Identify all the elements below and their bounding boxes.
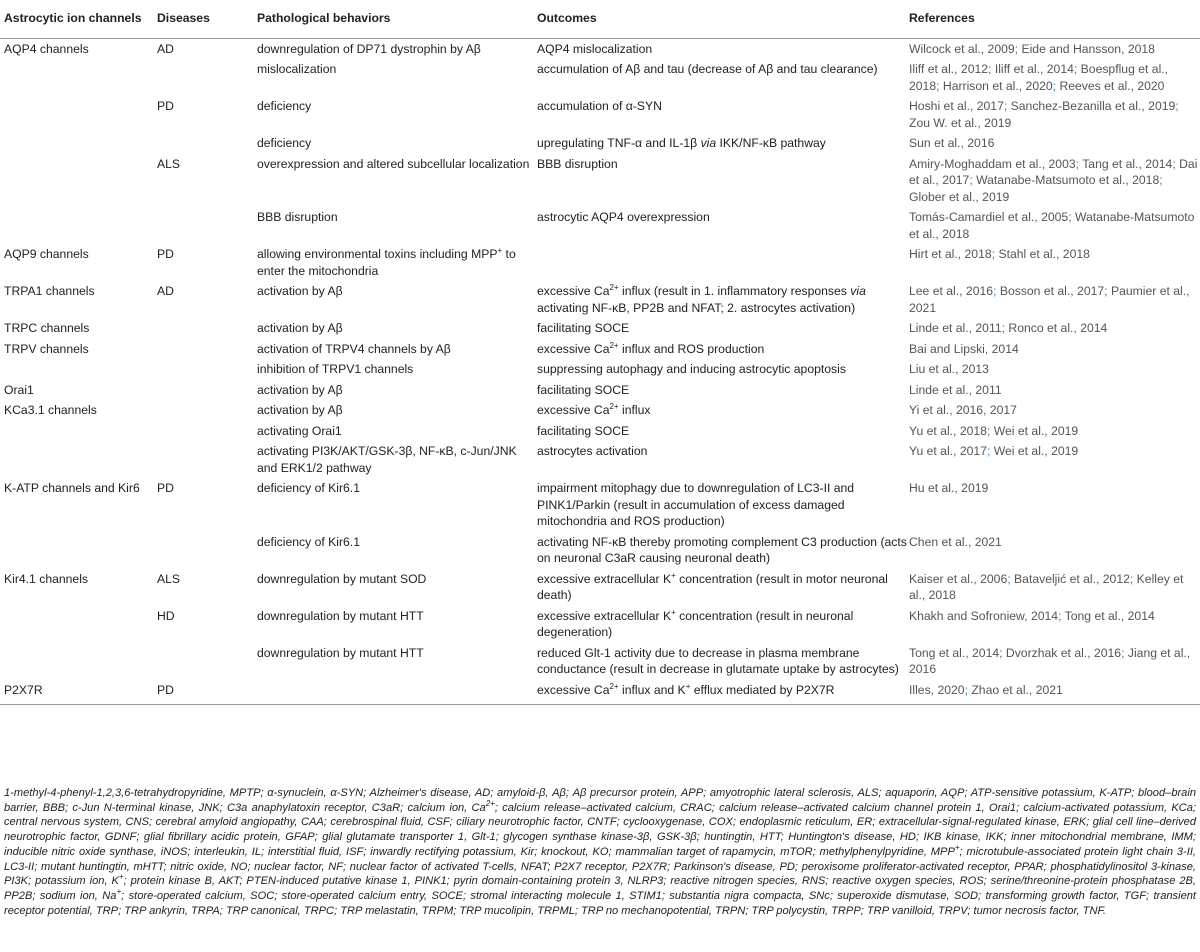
cell-ion-channel bbox=[0, 643, 157, 680]
cell-disease bbox=[157, 339, 257, 360]
cell-outcome: astrocytic AQP4 overexpression bbox=[537, 210, 710, 224]
cell-pathological-behavior: inhibition of TRPV1 channels bbox=[257, 362, 414, 376]
cell-references bbox=[909, 318, 1200, 339]
cell-pathological-behavior: mislocalization bbox=[257, 62, 337, 76]
reference-link[interactable]: Tong et al., 2014 bbox=[909, 645, 1000, 660]
cell-outcome: excessive $Ca^{2+}$ influx bbox=[537, 402, 651, 417]
cell-outcome: AQP4 mislocalization bbox=[537, 41, 653, 56]
cell-pathological-behavior: BBB disruption bbox=[257, 210, 338, 224]
table-row bbox=[0, 643, 1200, 680]
reference-link[interactable]: Wilcock et al., 2009 bbox=[909, 41, 1015, 56]
cell-ion-channel: TRPA1 channels bbox=[4, 284, 95, 298]
cell-outcome: BBB disruption bbox=[537, 156, 618, 171]
reference-link[interactable]: Sanchez-Bezanilla et al., 2019 bbox=[1010, 99, 1176, 113]
reference-separator: ; bbox=[1014, 41, 1022, 56]
cell-ion-channel: TRPC channels bbox=[4, 321, 90, 335]
cell-references bbox=[909, 606, 1200, 643]
cell-references bbox=[909, 244, 1200, 281]
cell-disease: PD bbox=[157, 99, 174, 113]
table-row bbox=[0, 421, 1200, 442]
reference-separator: ; bbox=[1052, 78, 1060, 93]
cell-disease: HD bbox=[157, 608, 175, 623]
table-row bbox=[0, 606, 1200, 643]
cell-disease: PD bbox=[157, 680, 257, 705]
cell-references bbox=[909, 133, 1200, 154]
reference-link[interactable]: Sun et al., 2016 bbox=[909, 136, 995, 150]
reference-link[interactable]: Tomás-Camardiel et al., 2005 bbox=[909, 210, 1069, 224]
cell-pathological-behavior: downregulation by mutant HTT bbox=[257, 645, 424, 660]
cell-references bbox=[909, 154, 1200, 208]
cell-pathological-behavior: activating PI3K/AKT/GSK-3β, NF-κB, c-Jun/JNK and ERK1/2 pathway bbox=[257, 444, 517, 475]
reference-link[interactable]: Zhao et al., 2021 bbox=[971, 682, 1063, 697]
reference-link[interactable]: Hoshi et al., 2017 bbox=[909, 99, 1004, 113]
cell-outcome: excessive $Ca^{2+}$ influx and ROS production bbox=[537, 340, 765, 356]
reference-separator: ; bbox=[1003, 99, 1011, 113]
cell-ion-channel bbox=[0, 421, 157, 442]
table-header bbox=[0, 0, 1200, 38]
table-row bbox=[0, 207, 1200, 244]
table-row bbox=[0, 96, 1200, 133]
reference-link[interactable]: Linde et al., 2011 bbox=[909, 321, 1002, 335]
cell-disease bbox=[157, 421, 257, 442]
reference-separator: ; bbox=[1172, 156, 1180, 171]
table-row bbox=[0, 532, 1200, 569]
reference-separator: ; bbox=[1175, 99, 1179, 113]
header-outcomes: Outcomes bbox=[537, 0, 909, 38]
cell-ion-channel: AQP9 channels bbox=[4, 247, 89, 261]
reference-link[interactable]: Eide and Hansson, 2018 bbox=[1021, 41, 1155, 56]
cell-disease bbox=[157, 59, 257, 96]
reference-link[interactable]: Tang et al., 2014 bbox=[1082, 156, 1173, 171]
cell-ion-channel bbox=[0, 606, 157, 643]
reference-separator: ; bbox=[988, 62, 995, 76]
header-astrocytic-ion-channels: Astrocytic ion channels bbox=[0, 0, 157, 38]
reference-link[interactable]: Dai et al., 2017 bbox=[909, 156, 1198, 187]
table-row bbox=[0, 244, 1200, 281]
reference-separator: ; bbox=[1068, 210, 1075, 224]
reference-link[interactable]: Khakh and Sofroniew, 2014 bbox=[909, 608, 1059, 623]
reference-link[interactable]: Jiang et al., 2016 bbox=[909, 645, 1191, 676]
reference-separator: ; bbox=[1073, 62, 1081, 76]
reference-separator: ; bbox=[1007, 571, 1015, 586]
reference-link[interactable]: Illes, 2020 bbox=[909, 682, 965, 697]
reference-link[interactable]: Yu et al., 2017 bbox=[909, 444, 987, 458]
cell-ion-channel bbox=[0, 59, 157, 96]
cell-disease bbox=[157, 380, 257, 401]
cell-outcome: suppressing autophagy and inducing astrocytic apoptosis bbox=[537, 362, 846, 376]
cell-outcome: reduced Glt-1 activity due to decrease in plasma membrane conductance (result in decrease in glutamate uptake by astrocytes) bbox=[537, 645, 899, 676]
reference-separator: ; bbox=[1075, 156, 1083, 171]
cell-ion-channel: K-ATP channels and Kir6 bbox=[4, 481, 140, 495]
cell-outcome: accumulation of Aβ and tau (decrease of Aβ and tau clearance) bbox=[537, 62, 878, 76]
reference-link[interactable]: Tong et al., 2014 bbox=[1064, 608, 1155, 623]
cell-references bbox=[909, 281, 1200, 318]
reference-link[interactable]: Reeves et al., 2020 bbox=[1059, 78, 1165, 93]
cell-pathological-behavior: allowing environmental toxins including MPP+ to enter the mitochondria bbox=[257, 246, 516, 278]
cell-disease bbox=[157, 318, 257, 339]
cell-disease bbox=[157, 400, 257, 421]
reference-link[interactable]: Linde et al., 2011 bbox=[909, 382, 1002, 397]
cell-references bbox=[909, 680, 1200, 705]
reference-link[interactable]: Lee et al., 2016 bbox=[909, 284, 994, 298]
cell-references bbox=[909, 421, 1200, 442]
cell-disease: AD bbox=[157, 284, 174, 298]
table-row bbox=[0, 59, 1200, 96]
cell-ion-channel: Orai1 bbox=[4, 382, 34, 397]
cell-pathological-behavior: deficiency of Kir6.1 bbox=[257, 481, 360, 495]
cell-outcome: facilitating SOCE bbox=[537, 423, 630, 438]
reference-link[interactable]: Bai and Lipski, 2014 bbox=[909, 341, 1019, 356]
cell-references bbox=[909, 96, 1200, 133]
cell-outcome: impairment mitophagy due to downregulation of LC3-II and PINK1/Parkin (result in accumulation of excess damaged mitochondria and ROS production) bbox=[537, 481, 855, 528]
reference-separator: ; bbox=[1104, 284, 1111, 298]
table-row bbox=[0, 339, 1200, 360]
reference-link[interactable]: Paumier et al., 2021 bbox=[909, 284, 1190, 315]
cell-pathological-behavior: activation of TRPV4 channels by Aβ bbox=[257, 341, 451, 356]
cell-ion-channel: AQP4 channels bbox=[4, 41, 89, 56]
header-diseases: Diseases bbox=[157, 0, 257, 38]
table-row bbox=[0, 359, 1200, 380]
cell-ion-channel bbox=[0, 96, 157, 133]
reference-separator: ; bbox=[1001, 321, 1009, 335]
reference-separator: ; bbox=[969, 173, 977, 187]
reference-link[interactable]: Iliff et al., 2012 bbox=[909, 62, 989, 76]
table-row bbox=[0, 478, 1200, 532]
cell-references bbox=[909, 38, 1200, 59]
reference-separator: ; bbox=[999, 645, 1006, 660]
reference-separator: ; bbox=[1058, 608, 1065, 623]
cell-ion-channel: KCa3.1 channels bbox=[4, 403, 97, 417]
cell-outcome: astrocytes activation bbox=[537, 444, 648, 458]
reference-link[interactable]: Bataveljić et al., 2012 bbox=[1014, 571, 1130, 586]
reference-separator: ; bbox=[936, 78, 943, 93]
cell-disease: PD bbox=[157, 247, 174, 261]
cell-disease bbox=[157, 133, 257, 154]
reference-link[interactable]: Iliff et al., 2014 bbox=[994, 62, 1074, 76]
cell-references bbox=[909, 59, 1200, 96]
cell-ion-channel: P2X7R bbox=[0, 680, 157, 705]
cell-pathological-behavior: deficiency bbox=[257, 99, 312, 113]
table-row bbox=[0, 569, 1200, 606]
reference-link[interactable]: Harrison et al., 2020 bbox=[942, 78, 1053, 93]
cell-outcome: excessive $Ca^{2+}$ influx and K+ efflux mediated by P2X7R bbox=[537, 680, 909, 705]
cell-disease: PD bbox=[157, 481, 174, 495]
reference-separator: ; bbox=[993, 284, 1000, 298]
table-row bbox=[0, 281, 1200, 318]
cell-pathological-behavior: deficiency bbox=[257, 136, 312, 150]
reference-separator: ; bbox=[986, 423, 994, 438]
reference-link[interactable]: Yi et al., 2016, 2017 bbox=[909, 403, 1017, 417]
cell-pathological-behavior: downregulation by mutant HTT bbox=[257, 608, 424, 623]
table-body bbox=[0, 38, 1200, 705]
cell-outcome: accumulation of α-SYN bbox=[537, 99, 662, 113]
cell-disease bbox=[157, 207, 257, 244]
cell-pathological-behavior: deficiency of Kir6.1 bbox=[257, 534, 360, 549]
reference-link[interactable]: Kaiser et al., 2006 bbox=[909, 571, 1008, 586]
cell-disease: ALS bbox=[157, 156, 181, 171]
cell-pathological-behavior: activation by Aβ bbox=[257, 382, 343, 397]
cell-outcome: upregulating TNF-α and IL-1β via IKK/NF-κB pathway bbox=[537, 136, 826, 150]
cell-references bbox=[909, 380, 1200, 401]
table-row bbox=[0, 441, 1200, 478]
cell-ion-channel bbox=[0, 532, 157, 569]
cell-pathological-behavior: downregulation of DP71 dystrophin by Aβ bbox=[257, 41, 481, 56]
cell-pathological-behavior: activation by Aβ bbox=[257, 284, 343, 298]
reference-link[interactable]: Wei et al., 2019 bbox=[993, 444, 1079, 458]
cell-pathological-behavior: activation by Aβ bbox=[257, 321, 343, 335]
reference-link[interactable]: Amiry-Moghaddam et al., 2003 bbox=[909, 156, 1076, 171]
reference-link[interactable]: Watanabe-Matsumoto et al., 2018 bbox=[909, 210, 1195, 241]
reference-separator: ; bbox=[991, 247, 999, 261]
cell-references bbox=[909, 339, 1200, 360]
reference-link[interactable]: Ronco et al., 2014 bbox=[1008, 321, 1108, 335]
cell-disease bbox=[157, 532, 257, 569]
cell-disease: ALS bbox=[157, 571, 181, 586]
cell-ion-channel bbox=[0, 133, 157, 154]
header-pathological-behaviors: Pathological behaviors bbox=[257, 0, 537, 38]
cell-references bbox=[909, 359, 1200, 380]
cell-outcome: excessive extracellular K+ concentration (result in motor neuronal death) bbox=[537, 570, 888, 602]
header-references: References bbox=[909, 0, 1200, 38]
table-row bbox=[0, 400, 1200, 421]
cell-references bbox=[909, 532, 1200, 569]
table-row bbox=[0, 680, 1200, 705]
reference-link[interactable]: Stahl et al., 2018 bbox=[998, 247, 1090, 261]
cell-disease bbox=[157, 359, 257, 380]
reference-link[interactable]: Wei et al., 2019 bbox=[993, 423, 1079, 438]
cell-disease bbox=[157, 441, 257, 478]
cell-outcome: excessive extracellular K+ concentration (result in neuronal degeneration) bbox=[537, 607, 854, 639]
cell-ion-channel bbox=[0, 359, 157, 380]
cell-references bbox=[909, 441, 1200, 478]
cell-references bbox=[909, 478, 1200, 532]
reference-link[interactable]: Hirt et al., 2018 bbox=[909, 247, 992, 261]
cell-disease: AD bbox=[157, 41, 174, 56]
reference-link[interactable]: Chen et al., 2021 bbox=[909, 534, 1002, 549]
table-row bbox=[0, 380, 1200, 401]
cell-outcome bbox=[537, 244, 909, 281]
cell-disease bbox=[157, 643, 257, 680]
cell-ion-channel: TRPV channels bbox=[4, 341, 89, 356]
cell-pathological-behavior: downregulation by mutant SOD bbox=[257, 571, 427, 586]
reference-link[interactable]: Yu et al., 2018 bbox=[909, 423, 987, 438]
reference-link[interactable]: Glober et al., 2019 bbox=[909, 189, 1010, 204]
reference-separator: ; bbox=[986, 444, 994, 458]
cell-pathological-behavior bbox=[257, 680, 537, 705]
cell-pathological-behavior: overexpression and altered subcellular localization bbox=[257, 156, 530, 171]
cell-references bbox=[909, 569, 1200, 606]
table-row bbox=[0, 38, 1200, 59]
cell-ion-channel bbox=[0, 154, 157, 208]
reference-separator: ; bbox=[1159, 173, 1163, 187]
table-footnote: 1-methyl-4-phenyl-1,2,3,6-tetrahydropyridine, MPTP; α-synuclein, α-SYN; Alzheimer's disease, AD; amyloid-β, Aβ; Aβ precursor protein, APP; amyotrophic lateral sclerosis, ALS; aquaporin, AQP; ATP-sensitive potassium, K-ATP; blood–brain barrier, BBB; c-Jun N-terminal kinase, JNK; C3a anaphylatoxin receptor, C3aR; calcium ion, $Ca^{2+}$; calcium release–activated calcium, CRAC; calcium release–activated calcium channel protein 1, Orai1; calcium-activated potassium, KCa; central nervous system, CNS; cerebral amyloid angiopathy, CAA; cerebrospinal fluid, CSF; ciliary neurotrophic factor, CNTF; cyclooxygenase, COX; endoplasmic reticulum, ER; extracellular-signal-regulated kinase, ERK; glial cell line–derived neurotrophic factor, GDNF; glial fibrillary acidic protein, GFAP; glial glutamate transporter 1, Glt-1; glycogen synthase kinase-3β, GSK-3β; huntingtin, HTT; Huntington's disease, HD; IKB kinase, IKK; inner mitochondrial membrane, IMM; inducible nitric oxide synthase, iNOS; interleukin, IL; interstitial fluid, ISF; inwardly rectifying potassium, Kir; knockout, KO; mammalian target of rapamycin, mTOR; methylphenylpyridine, MPP+; microtubule-associated protein light chain 3-II, LC3-II; mutant huntingtin, mHTT; nitric oxide, NO; nuclear factor, NF; nuclear factor of activated T-cells, NFAT; P2X7 receptor, P2X7R; Parkinson's disease, PD; peroxisome proliferator-activated receptor, PPAR; phosphatidylinositol 3-kinase, PI3K; potassium ion, K+; protein kinase B, AKT; PTEN-induced putative kinase 1, PINK1; pyrin domain-containing protein 3, NLRP3; reactive nitrogen species, RNS; reactive oxygen species, ROS; serine/threonine-protein phosphatase 2B, PP2B; sodium ion, Na+; store-operated calcium, SOC; store-operated calcium entry, SOCE; stromal interacting molecule 1, STIM1; substantia nigra compacta, SNc; superoxide dismutase, SOD; transforming growth factor, TGF; transient receptor potential, TRP; TRP ankyrin, TRPA; TRP canonical, TRPC; TRP melastatin, TRPM; TRP mucolipin, TRPML; TRP no mechanopotential, TRPN; TRP polycystin, TRPP; TRP vanilloid, TRPV; tumor necrosis factor, TNF. bbox=[4, 787, 1196, 917]
reference-link[interactable]: Hu et al., 2019 bbox=[909, 481, 989, 495]
reference-separator: ; bbox=[1129, 571, 1137, 586]
cell-ion-channel bbox=[0, 207, 157, 244]
reference-link[interactable]: Dvorzhak et al., 2016 bbox=[1005, 645, 1122, 660]
cell-references bbox=[909, 643, 1200, 680]
cell-outcome: activating NF-κB thereby promoting complement C3 production (acts on neuronal C3aR causing neuronal death) bbox=[537, 534, 907, 565]
cell-references bbox=[909, 400, 1200, 421]
cell-outcome: excessive $Ca^{2+}$ influx (result in 1. inflammatory responses via activating NF-κB, PP2B and NFAT; 2. astrocytes activation) bbox=[537, 283, 866, 315]
cell-references bbox=[909, 207, 1200, 244]
table-row bbox=[0, 154, 1200, 208]
table-row bbox=[0, 318, 1200, 339]
reference-link[interactable]: Zou W. et al., 2019 bbox=[909, 115, 1012, 130]
reference-link[interactable]: Liu et al., 2013 bbox=[909, 362, 989, 376]
reference-separator: ; bbox=[964, 682, 972, 697]
reference-link[interactable]: Boespflug et al., 2018 bbox=[909, 62, 1169, 93]
cell-outcome: facilitating SOCE bbox=[537, 382, 630, 397]
table-row bbox=[0, 133, 1200, 154]
cell-ion-channel: Kir4.1 channels bbox=[4, 571, 89, 586]
reference-link[interactable]: Watanabe-Matsumoto et al., 2018 bbox=[976, 173, 1160, 187]
cell-pathological-behavior: activation by Aβ bbox=[257, 403, 343, 417]
cell-outcome: facilitating SOCE bbox=[537, 321, 630, 335]
cell-pathological-behavior: activating Orai1 bbox=[257, 423, 342, 438]
cell-ion-channel bbox=[0, 441, 157, 478]
reference-link[interactable]: Bosson et al., 2017 bbox=[999, 284, 1105, 298]
reference-separator: ; bbox=[1121, 645, 1128, 660]
reference-link[interactable]: Kelley et al., 2018 bbox=[909, 571, 1184, 602]
